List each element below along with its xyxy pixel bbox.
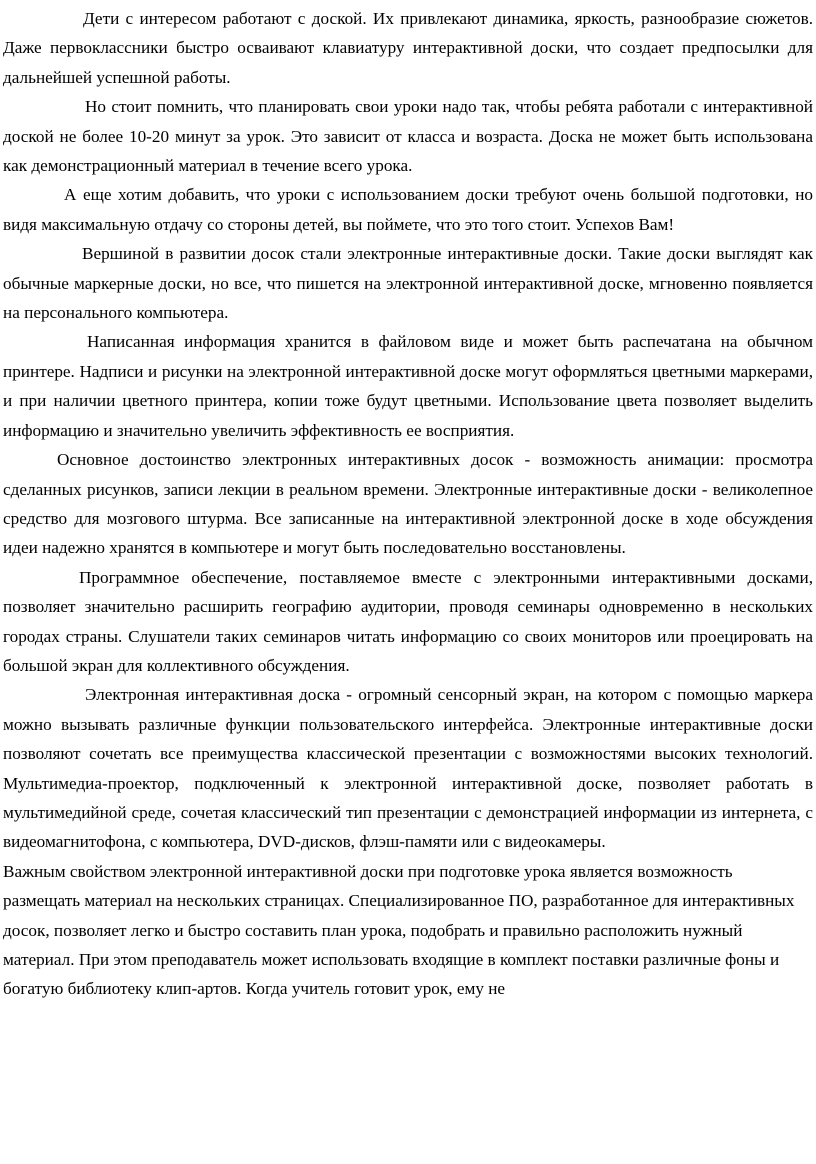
paragraph-children-interest: Дети с интересом работают с доской. Их привлекают динамика, яркость, разнообразие сюжетов. Даже первоклассники быстро осваивают клавиатуру интерактивной доски, что создает предпосылки для дальнейшей успешной работы. [3, 9, 813, 87]
paragraph-animation-advantage: Основное достоинство электронных интерактивных досок - возможность анимации: просмотра сделанных рисунков, записи лекции в реальном времени. Электронные интерактивные доски - великолепное средство для мозгового штурма. Все записанные на интерактивной электронной доске в ходе обсуждения идеи надежно хранятся в компьютере и могут быть последовательно восстановлены. [3, 450, 813, 558]
paragraph-preparation-advice: А еще хотим добавить, что уроки с использованием доски требуют очень большой подготовки, но видя максимальную отдачу со стороны детей, вы поймете, что это того стоит. Успехов Вам! [3, 185, 813, 234]
paragraph-multiple-pages: Важным свойством электронной интерактивной доски при подготовке урока является возможность размещать материал на нескольких страницах. Специализированное ПО, разработанное для интерактивных досок, позволяет легко и быстро составить план урока, подобрать и правильно расположить нужный материал. При этом преподаватель может использовать входящие в комплект поставки различные фоны и богатую библиотеку клип-артов. Когда учитель готовит урок, ему не [3, 861, 795, 999]
paragraph-electronic-boards: Вершиной в развитии досок стали электронные интерактивные доски. Такие доски выглядят как обычные маркерные доски, но все, что пишется на электронной интерактивной доске, мгновенно появляется на персонального компьютера. [3, 244, 813, 323]
paragraph-lesson-planning: Но стоит помнить, что планировать свои уроки надо так, чтобы ребята работали с интерактивной доской не более 10-20 минут за урок. Это зависит от класса и возраста. Доска не может быть использована как демонстрационный материал в течение всего урока. [3, 97, 813, 176]
paragraph-stored-information: Написанная информация хранится в файловом виде и может быть распечатана на обычном принтере. Надписи и рисунки на электронной интерактивной доске могут оформляться цветными маркерами, и при наличии цветного принтера, копии тоже будут цветными. Использование цвета позволяет выделить информацию и значительно увеличить эффективность ее восприятия. [3, 332, 813, 440]
paragraph-software-audience: Программное обеспечение, поставляемое вместе с электронными интерактивными досками, позволяет значительно расширить географию аудитории, проводя семинары одновременно в нескольких городах страны. Слушатели таких семинаров читать информацию со своих мониторов или проецировать на большой экран для коллективного обсуждения. [3, 567, 813, 675]
paragraph-touch-screen: Электронная интерактивная доска - огромный сенсорный экран, на котором с помощью маркера можно вызывать различные функции пользовательского интерфейса. Электронные интерактивные доски позволяют сочетать все преимущества классической презентации с возможностями высоких технологий. Мультимедиа-проектор, подключенный к электронной интерактивной доске, позволяет работать в мультимедийной среде, сочетая классический тип презентации с демонстрацией информации из интернета, с видеомагнитофона, с компьютера, DVD-дисков, флэш-памяти или с видеокамеры. [3, 685, 813, 852]
